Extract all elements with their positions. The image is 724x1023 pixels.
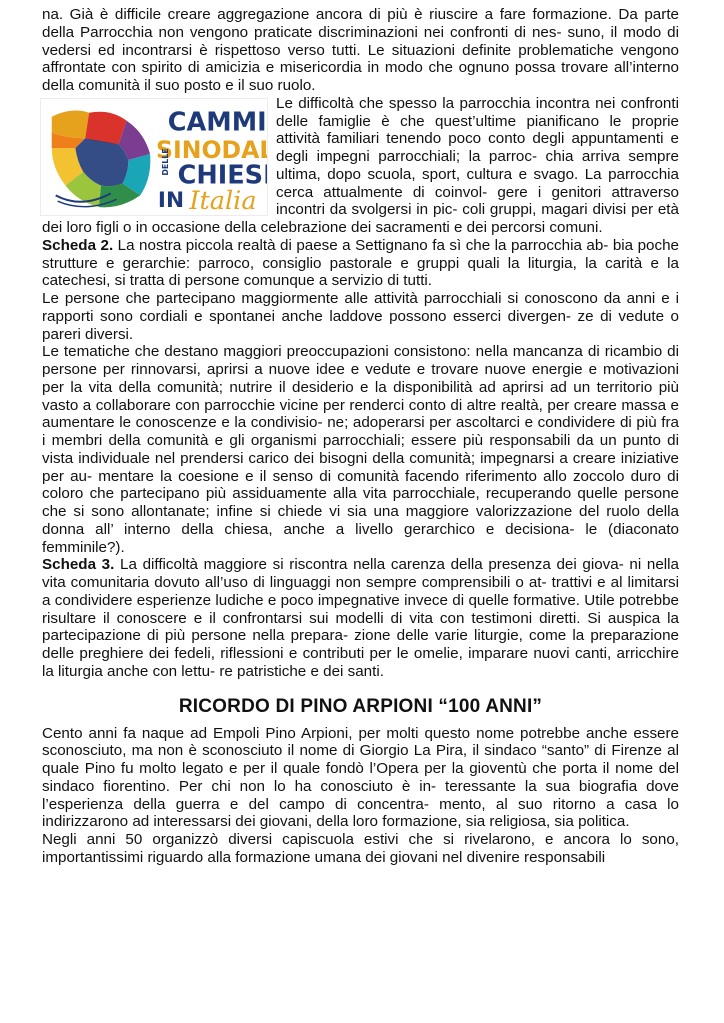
text-line: La difficoltà maggiore si riscontra nella carenza della presenza dei giova - (114, 556, 623, 573)
text-line: ad aprirsi ad un territorio più vasto a collaborare con parrocchie vicine per renderci (42, 378, 679, 414)
text-line: formazione, sia religiosa, sia politica. (382, 813, 630, 831)
text-line: persone che si sono allontanate; infine si chiede vi sia una maggiore valorizzazione (42, 485, 679, 520)
text-line: le proprie attività familiari tenendo poco conto degli (276, 112, 679, 148)
persone-paragraph (42, 290, 679, 343)
tematiche-paragraph (42, 343, 679, 556)
intro-paragraph (42, 6, 679, 95)
logo-text: DELLE (160, 148, 170, 176)
cammino-sinodale-logo (40, 98, 268, 216)
text-line: e contributi per le omelie, imparare nuovi canti, arricchire la liturgia anche con lettu - (42, 645, 679, 680)
text-line: appuntamenti e degli impegni parrocchiali; la parroc - (276, 130, 679, 165)
scheda-3-paragraph (42, 556, 679, 680)
logo-text: Italia (189, 185, 257, 216)
text-line: na. Già è difficile creare aggregazione ancora di più è riuscire a fare formazione. (42, 6, 612, 23)
text-line: le (diaconato femminile?). (42, 520, 679, 556)
text-line: suno, il modo di vedersi ed incontrarsi è rispettoso verso tutti. Le situazioni definite (42, 23, 679, 59)
text-line: Cento anni fa naque ad Empoli Pino Arpioni, per molti questo nome potrebbe anche (42, 724, 628, 742)
text-line: ne; adoperarsi per ascoltarci e condividere di più fra i membri della comunità e gli (42, 414, 679, 449)
scheda-3-label: Scheda 3. (42, 556, 115, 574)
scheda-2-label: Scheda 2. (42, 236, 114, 254)
text-line: trattivi e al limitarsi a condividere esperienze ludiche e poco impegnative invece di (42, 574, 679, 609)
text-line: quelle formative. Utile potrebbe risultare il conoscere e il confrontarsi sui modelli di (42, 591, 679, 627)
text-line: Le difficoltà che spesso la parrocchia incontra nei (276, 94, 616, 112)
text-line: gioventù che porta il nome del sindaco fiorentino. Per chi non lo ha conosciuto è in - (42, 760, 679, 795)
text-line: La nostra piccola realtà di paese a Settignano fa sì che la parrocchia ab - (113, 237, 608, 254)
text-line: e svago. La parrocchia cerca attualmente di coinvol - (276, 166, 679, 201)
text-line: importantissimi riguardo alla formazione umana dei giovani nel divenire responsabili (42, 848, 606, 866)
logo-text: CHIES (177, 160, 264, 191)
text-line: ricambio di persone per rinnovarsi, aprirsi a nuove idee e vedute e trovare nuove (42, 343, 679, 378)
text-line: ni nella vita comunitaria dovuto all’uso di linguaggi non sempre comprensibili o at - (42, 556, 679, 591)
logo-text: CAMMI (167, 107, 267, 138)
ricordo-paragraph (42, 725, 679, 832)
text-line: prendersi carico dei bisogni della comunità; impegnarsi a creare iniziative per au - (42, 450, 679, 485)
text-line: confronti delle famiglie è che quest’ultime pianificano (276, 94, 679, 130)
text-line: ognuno possa trovare all’interno della comunità il suo posto e il suo ruolo. (42, 59, 679, 94)
text-line: Da parte della Parrocchia non vengono praticate discriminazioni nei confronti di nes - (42, 6, 679, 41)
text-line: zione delle varie liturgie, come la preparazione delle preghiere dei fedeli, riflessioni (42, 627, 679, 662)
text-line: Le tematiche che destano maggiori preoccupazioni consistono: nella mancanza di (42, 343, 600, 361)
text-line: coli gruppi, magari divisi per età dei loro figli o in occasione della celebrazione dei (42, 201, 679, 236)
text-line: chia arriva sempre ultima, dopo scuola, sport, cultura (276, 148, 680, 183)
text-line: Le persone che partecipano maggiormente alle attività parrocchiali si conoscono da (42, 290, 621, 307)
text-line: “santo” di Firenze al quale Pino fu molto legato e per il quale fondò l’Opera per la (42, 742, 679, 777)
text-line: sacramenti e dei percorsi comuni. (375, 219, 603, 236)
text-line: Negli anni 50 organizzò diversi capiscuola estivi che si rivelarono, e ancora lo sono, (42, 831, 679, 848)
section-heading: RICORDO DI PINO ARPIONI “100 ANNI” (178, 695, 543, 717)
text-line: mento, al suo ritorno a casa lo indirizzarono ad interessarsi dei giovani, della loro (42, 795, 679, 831)
text-line: del ruolo della donna all’ interno della chiesa, anche a livello gerarchico e decisiona - (42, 503, 679, 538)
text-line: bia poche strutture e gerarchie: parroco, consiglio pastorale e gruppi quali la liturgia, (42, 236, 679, 272)
text-line: mentare la coesione e il senso di comunità facendo riferimento allo zoccolo duro di (98, 467, 679, 485)
text-line: organismi parrocchiali; essere più responsabili da un punto di vista individuale nel (42, 432, 679, 467)
logo-text: IN (157, 187, 185, 213)
text-line: vita con testimoni diretti. Si auspica la partecipazione di più persone nella prepara - (42, 610, 679, 645)
text-line: gere i genitori attraverso incontri da svolgersi in pic - (276, 184, 679, 219)
document-page (42, 6, 679, 867)
text-line: teressante la sua biografia dove l’esperienza della guerra e del campo di concentra - (42, 778, 679, 813)
text-line: conto di altre realtà, per creare massa e aumentare le conoscenze e la condivisio - (42, 397, 679, 432)
text-line: essere sconosciuto, ma non è sconosciuto il nome di Giorgio La Pira, il sindaco (42, 724, 679, 760)
text-line: problematiche vengono affrontate con spirito di amicizia e misericordia in modo che (42, 41, 680, 77)
text-line: re patristiche e dei santi. (219, 662, 384, 680)
text-line: energie e motivazioni per la vita della comunità; nutrire il desiderio e la disponibilità (42, 361, 679, 396)
text-line: coloro che partecipano più assiduamente alla vita parrocchiale, recuperando quelle (42, 485, 618, 503)
text-line: ze di vedute o pareri diversi. (42, 307, 679, 343)
scheda-2-paragraph (42, 237, 679, 290)
anni-50-paragraph (42, 831, 679, 867)
text-line: la carità e la catechesi, si tratta di persone comunque a servizio di tutti. (42, 254, 679, 290)
cammino-sinodale-logo-icon (40, 98, 268, 216)
logo-text: SINODA (155, 135, 260, 164)
text-line: anni e i rapporti sono cordiali e spontanei anche laddove possono esserci divergen - (42, 290, 679, 325)
